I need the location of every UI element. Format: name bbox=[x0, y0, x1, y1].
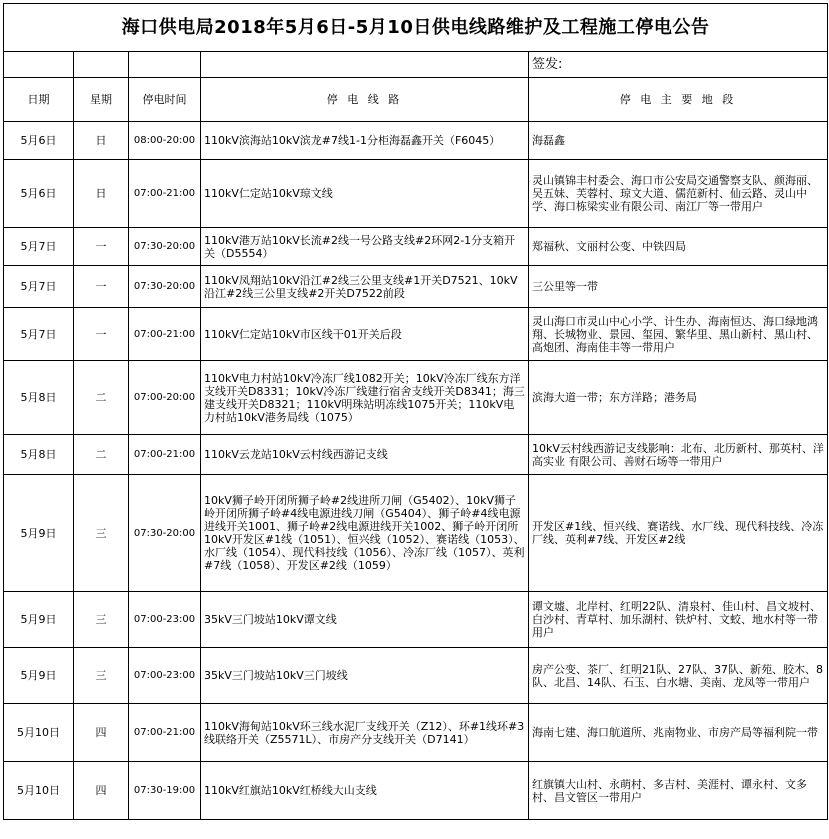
row-date: 5月9日 bbox=[4, 648, 74, 704]
row-date: 5月10日 bbox=[4, 704, 74, 762]
row-line: 110kV滨海站10kV滨龙#7线1-1分柜海磊鑫开关（F6045） bbox=[201, 122, 529, 160]
row-date: 5月7日 bbox=[4, 308, 74, 361]
row-time: 07:00-20:00 bbox=[129, 361, 201, 435]
row-time: 07:00-21:00 bbox=[129, 435, 201, 475]
row-line: 110kV红旗站10kV红桥线大山支线 bbox=[201, 762, 529, 820]
blank-cell bbox=[4, 52, 74, 78]
page-title: 海口供电局2018年5月6日-5月10日供电线路维护及工程施工停电公告 bbox=[4, 4, 828, 52]
row-time: 07:00-23:00 bbox=[129, 648, 201, 704]
row-date: 5月6日 bbox=[4, 122, 74, 160]
row-time: 07:00-21:00 bbox=[129, 160, 201, 228]
row-time: 07:00-23:00 bbox=[129, 592, 201, 648]
row-line: 110kV云龙站10kV云村线西游记支线 bbox=[201, 435, 529, 475]
row-date: 5月8日 bbox=[4, 435, 74, 475]
row-date: 5月6日 bbox=[4, 160, 74, 228]
row-line: 110kV电力村站10kV冷冻厂线1082开关；10kV冷冻厂线东方洋支线开关D8331；10kV冷冻厂线建行宿舍支线开关D8341；海三建支线开关D8321；110kV明珠站明冻线1075开关；110kV电力村站10kV港务局线（1075） bbox=[201, 361, 529, 435]
row-area: 谭文墟、北岸村、红明22队、清泉村、佳山村、昌文坡村、白沙村、青草村、加乐湖村、铁炉村、文蛟、地水村等一带用户 bbox=[529, 592, 828, 648]
header-date: 日期 bbox=[4, 78, 74, 122]
row-weekday: 四 bbox=[74, 762, 129, 820]
row-date: 5月7日 bbox=[4, 266, 74, 308]
row-weekday: 四 bbox=[74, 704, 129, 762]
row-weekday: 三 bbox=[74, 648, 129, 704]
row-date: 5月7日 bbox=[4, 228, 74, 266]
row-area: 房产公变、茶厂、红明21队、27队、37队、新苑、胶木、8队、北昌、14队、石玉、白水塘、美南、龙凤等一带用户 bbox=[529, 648, 828, 704]
row-time: 07:00-21:00 bbox=[129, 704, 201, 762]
row-date: 5月9日 bbox=[4, 592, 74, 648]
row-weekday: 日 bbox=[74, 122, 129, 160]
row-weekday: 一 bbox=[74, 308, 129, 361]
row-area: 10kV云村线西游记支线影响：北布、北历新村、那英村、洋高实业 有限公司、善财石场等一带用户 bbox=[529, 435, 828, 475]
table-row bbox=[4, 122, 828, 160]
table-row bbox=[4, 762, 828, 820]
row-time: 07:30-20:00 bbox=[129, 475, 201, 592]
row-weekday: 日 bbox=[74, 160, 129, 228]
row-line: 110kV仁定站10kV琼文线 bbox=[201, 160, 529, 228]
row-area: 开发区#1线、恒兴线、赛诺线、水厂线、现代科技线、冷冻厂线、英利#7线、开发区#2线 bbox=[529, 475, 828, 592]
table-row bbox=[4, 308, 828, 361]
row-weekday: 二 bbox=[74, 361, 129, 435]
table-row bbox=[4, 704, 828, 762]
table-row bbox=[4, 266, 828, 308]
outage-table bbox=[3, 3, 828, 820]
row-time: 07:30-19:00 bbox=[129, 762, 201, 820]
table-row bbox=[4, 435, 828, 475]
row-line: 10kV狮子岭开闭所狮子岭#2线进所刀闸（G5402）、10kV狮子岭开闭所狮子岭#4线电源进线刀闸（G5404）、狮子岭#4线电源进线开关1001、狮子岭#2线电源进线开关1002、狮子岭开闭所10kV开发区#1线（1051）、恒兴线（1052）、赛诺线（1053）、水厂线（1054）、现代科技线（1056）、冷冻厂线（1057）、英利#7线（1058）、开发区#2线（1059） bbox=[201, 475, 529, 592]
row-date: 5月9日 bbox=[4, 475, 74, 592]
row-time: 07:00-21:00 bbox=[129, 308, 201, 361]
outage-notice-sheet bbox=[3, 3, 827, 820]
row-weekday: 二 bbox=[74, 435, 129, 475]
row-date: 5月8日 bbox=[4, 361, 74, 435]
blank-cell bbox=[129, 52, 201, 78]
row-weekday: 三 bbox=[74, 475, 129, 592]
table-row bbox=[4, 592, 828, 648]
row-area: 海磊鑫 bbox=[529, 122, 828, 160]
blank-cell bbox=[74, 52, 129, 78]
header-time: 停电时间 bbox=[129, 78, 201, 122]
table-row bbox=[4, 160, 828, 228]
row-area: 灵山镇锦丰村委会、海口市公安局交通警察支队、颜海丽、吴五妹、芙蓉村、琼文大道、儒范新村、仙云路、灵山中学、海口栋梁实业有限公司、南江厂等一带用户 bbox=[529, 160, 828, 228]
row-area: 滨海大道一带；东方洋路；港务局 bbox=[529, 361, 828, 435]
row-weekday: 一 bbox=[74, 266, 129, 308]
row-area: 红旗镇大山村、永萌村、多吉村、美涯村、谭永村、文多村、昌文管区一带用户 bbox=[529, 762, 828, 820]
row-line: 110kV凤翔站10kV沿江#2线三公里支线#1开关D7521、10kV沿江#2线三公里支线#2开关D7522前段 bbox=[201, 266, 529, 308]
row-line: 35kV三门坡站10kV谭文线 bbox=[201, 592, 529, 648]
header-weekday: 星期 bbox=[74, 78, 129, 122]
row-line: 35kV三门坡站10kV三门坡线 bbox=[201, 648, 529, 704]
row-time: 07:30-20:00 bbox=[129, 228, 201, 266]
header-line: 停 电 线 路 bbox=[201, 78, 529, 122]
row-date: 5月10日 bbox=[4, 762, 74, 820]
row-weekday: 三 bbox=[74, 592, 129, 648]
row-area: 灵山海口市灵山中心小学、计生办、海南恒达、海口绿地鸿翔、长城物业、景园、玺园、繁华里、黑山新村、黑山村、高炮团、海南佳丰等一带用户 bbox=[529, 308, 828, 361]
row-line: 110kV仁定站10kV市区线干01开关后段 bbox=[201, 308, 529, 361]
table-row bbox=[4, 648, 828, 704]
table-row bbox=[4, 475, 828, 592]
table-row bbox=[4, 228, 828, 266]
row-time: 07:30-20:00 bbox=[129, 266, 201, 308]
row-weekday: 一 bbox=[74, 228, 129, 266]
table-row bbox=[4, 361, 828, 435]
row-area: 三公里等一带 bbox=[529, 266, 828, 308]
row-area: 海南七建、海口航道所、兆南物业、市房产局等福利院一带 bbox=[529, 704, 828, 762]
row-line: 110kV海甸站10kV环三线水泥厂支线开关（Z12）、环#1线环#3线联络开关（Z5571L）、市房产分支线开关（D7141） bbox=[201, 704, 529, 762]
row-line: 110kV港万站10kV长流#2线一号公路支线#2环网2-1分支箱开关（D5554） bbox=[201, 228, 529, 266]
blank-cell bbox=[201, 52, 529, 78]
header-area: 停 电 主 要 地 段 bbox=[529, 78, 828, 122]
sign-label: 签发: bbox=[529, 52, 828, 78]
row-area: 郑福秋、文丽村公变、中铁四局 bbox=[529, 228, 828, 266]
row-time: 08:00-20:00 bbox=[129, 122, 201, 160]
